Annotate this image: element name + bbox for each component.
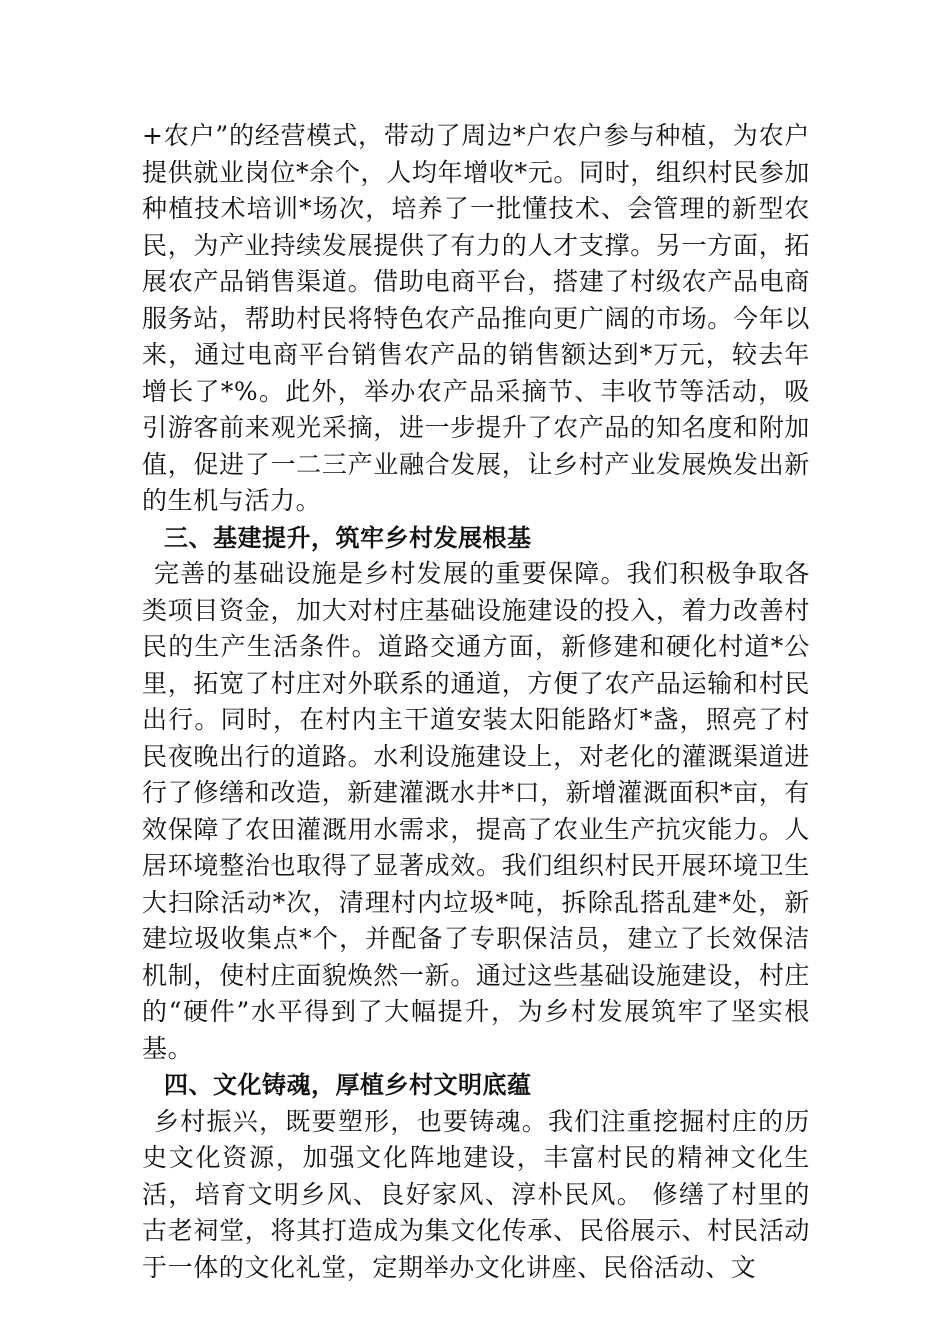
section-heading-infrastructure: 三、基建提升，筑牢乡村发展根基	[164, 523, 532, 552]
body-paragraph-culture: 乡村振兴，既要塑形，也要铸魂。我们注重挖掘村庄的历史文化资源，加强文化阵地建设，丰富村民的精神文化生活，培育文明乡风、良好家风、淳朴民风。 修缮了村里的古老祠堂，将其打造成为集文化传承、民俗展示、村民活动于一体的文化礼堂，定期举办文化讲座、民俗活动、文	[142, 1106, 810, 1282]
section-heading-culture: 四、文化铸魂，厚植乡村文明底蕴	[164, 1071, 532, 1099]
body-paragraph-industry-continued: +农户”的经营模式，带动了周边*户农户参与种植，为农户提供就业岗位*余个，人均年增收*元。同时，组织村民参加种植技术培训*场次，培养了一批懂技术、会管理的新型农民，为产业持续发展提供了有力的人才支撑。另一方面，拓展农产品销售渠道。借助电商平台，搭建了村级农产品电商服务站，帮助村民将特色农产品推向更广阔的市场。今年以来，通过电商平台销售农产品的销售额达到*万元，较去年增长了*%。此外，举办农产品采摘节、丰收节等活动，吸引游客前来观光采摘，进一步提升了农产品的知名度和附加值，促进了一二三产业融合发展，让乡村产业发展焕发出新的生机与活力。	[142, 121, 810, 515]
document-page	[142, 118, 810, 1286]
body-paragraph-infrastructure: 完善的基础设施是乡村发展的重要保障。我们积极争取各类项目资金，加大对村庄基础设施建设的投入，着力改善村民的生产生活条件。道路交通方面，新修建和硬化村道*公里，拓宽了村庄对外联系的通道，方便了农产品运输和村民出行。同时，在村内主干道安装太阳能路灯*盏，照亮了村民夜晚出行的道路。水利设施建设上，对老化的灌溉渠道进行了修缮和改造，新建灌溉水井*口，新增灌溉面积*亩，有效保障了农田灌溉用水需求，提高了农业生产抗灾能力。人居环境整治也取得了显著成效。我们组织村民开展环境卫生大扫除活动*次，清理村内垃圾*吨，拆除乱搭乱建*处，新建垃圾收集点*个，并配备了专职保洁员，建立了长效保洁机制，使村庄面貌焕然一新。通过这些基础设施建设，村庄的“硬件”水平得到了大幅提升，为乡村发展筑牢了坚实根基。	[142, 559, 810, 1063]
